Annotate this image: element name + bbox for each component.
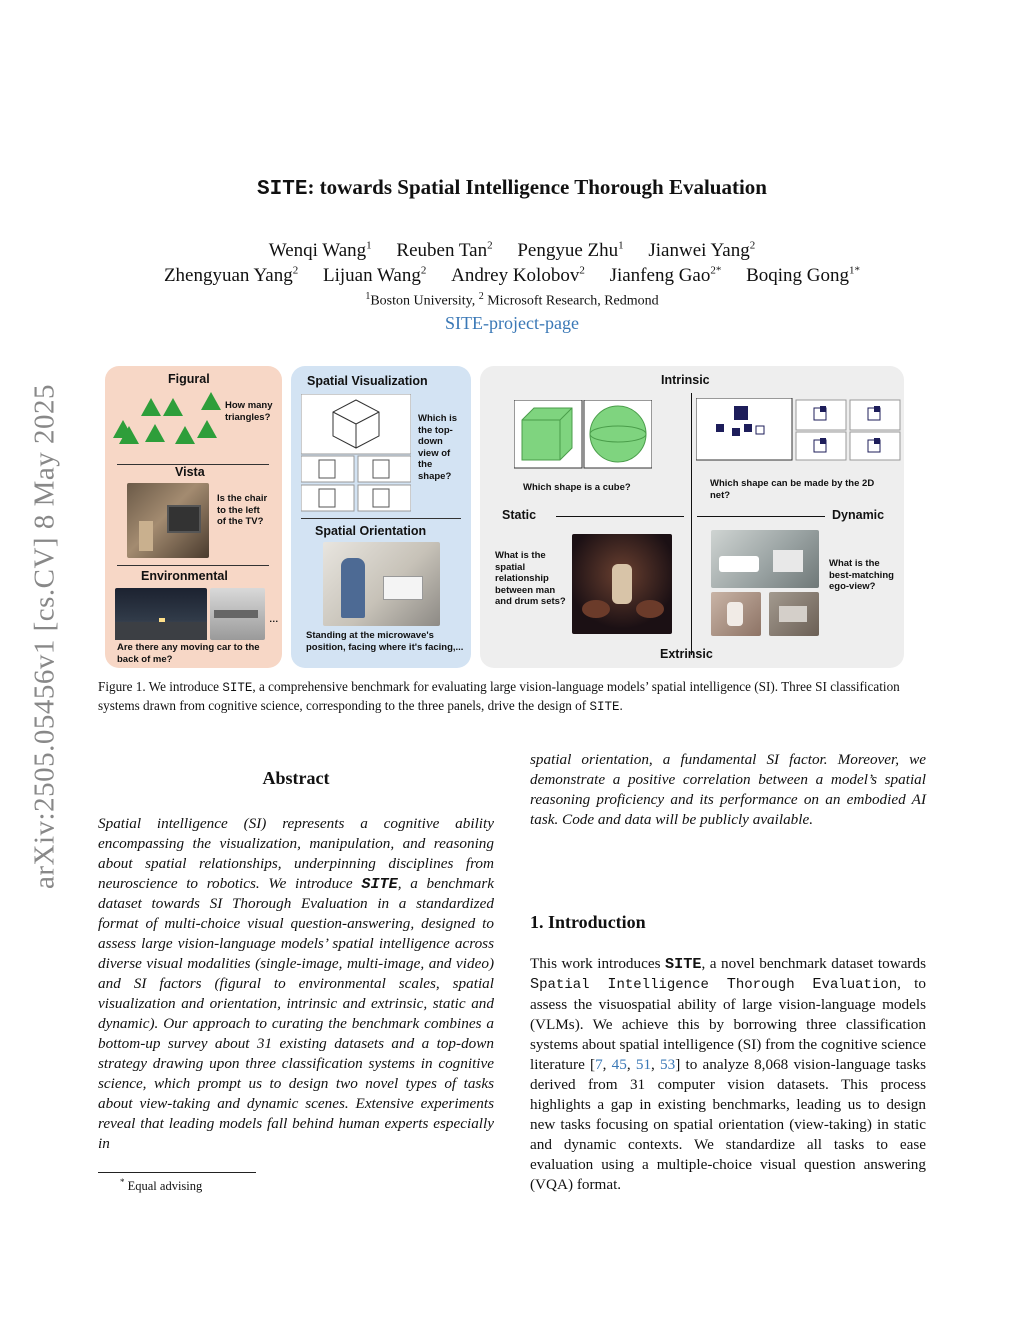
title-acronym: SITE [257, 178, 308, 201]
ego-view-option-1 [711, 592, 761, 636]
label-dynamic: Dynamic [832, 508, 885, 522]
label-figural: Figural [168, 372, 210, 386]
label-static: Static [502, 508, 537, 522]
citation-link[interactable]: 7 [595, 1056, 603, 1073]
author: Reuben Tan$^2$ [396, 240, 493, 262]
author: Pengyue Zhu$^1$ [517, 240, 624, 262]
author: Jianwei Yang$^2$ [648, 240, 756, 262]
ellipsis: … [269, 614, 279, 625]
horizontal-axis-left [556, 516, 684, 517]
author: Boqing Gong$^{1*}$ [746, 265, 861, 287]
label-spatial-orientation: Spatial Orientation [315, 524, 427, 538]
environmental-road-image [115, 588, 207, 640]
kitchen-image [323, 542, 440, 626]
abstract-heading: Abstract [262, 768, 330, 788]
author: Zhengyuan Yang$^2$ [163, 265, 299, 287]
figure-caption: Figure 1. We introduce SITE, a comprehensive benchmark for evaluating large vision-language models’ spatial intelligence (SI). Three SI classification systems drawn from cognitive science, corresponding to the three panels, drive the design of SITE. [98, 679, 900, 714]
drummer-image [572, 534, 672, 634]
project-page-link[interactable]: SITE-project-page [445, 313, 579, 333]
label-spatial-visualization: Spatial Visualization [307, 374, 428, 388]
environmental-question: Are there any moving car to the back of me? [117, 642, 260, 665]
author: Lijuan Wang$^2$ [322, 265, 427, 287]
label-environmental: Environmental [141, 569, 228, 583]
footnote: * Equal advising [120, 1177, 203, 1194]
triangles-image [111, 390, 229, 450]
authors-line-2 [0, 265, 1024, 287]
visualization-question: Which is the top-down view of the shape? [418, 413, 458, 482]
ego-view-option-2 [769, 592, 819, 636]
authors-line-1 [0, 240, 1024, 262]
intro-heading: 1. Introduction [530, 912, 646, 932]
label-extrinsic: Extrinsic [660, 647, 713, 661]
orientation-question: Standing at the microwave's position, facing where it's facing,... [306, 630, 464, 653]
spatial-question: What is the spatial relationship between man and drum sets? [495, 550, 566, 607]
abstract-continuation: spatial orientation, a fundamental SI factor. Moreover, we demonstrate a positive correlation between a model’s spatial reasoning proficiency and its performance on an embodied AI task. Code and data will be publicly available. [530, 751, 926, 828]
vista-room-image [127, 483, 209, 558]
divider [301, 518, 461, 519]
cube-question: Which shape is a cube? [523, 482, 631, 493]
divider [117, 565, 269, 566]
horizontal-axis-right [697, 516, 825, 517]
abstract-body: Spatial intelligence (SI) represents a cognitive ability encompassing the visualization, manipulation, and reasoning about spatial relationships, underpinning disciplines from neuroscience to robotics. We introduce SITE, a benchmark dataset towards SI Thorough Evaluation in a standardized format of multi-choice visual question-answering, designed to assess large vision-language models’ spatial intelligence across diverse visual modalities (single-image, multi-image, and video) and SI factors (figural to environmental scales, spatial visualization and orientation, intrinsic and extrinsic, static and dynamic). Our approach to curating the benchmark combines a bottom-up survey about 31 existing datasets and a top-down strategy drawing upon three classification systems in cognitive science, which prompt us to design two novel types of tasks about view-taking and dynamic scenes. Extensive experiments reveal that leading models fall behind human experts especially in [98, 815, 494, 1152]
3d-shape-drawing [301, 394, 411, 512]
footnote-rule [98, 1172, 256, 1173]
author: Wenqi Wang$^1$ [268, 240, 372, 262]
vertical-axis [691, 393, 692, 655]
citation-link[interactable]: 45 [611, 1056, 627, 1073]
ego-view-question: What is the best-matching ego-view? [829, 558, 894, 592]
label-vista: Vista [175, 465, 205, 479]
cube-sphere-image [514, 400, 652, 470]
ego-view-image-main [711, 530, 819, 588]
figure-panel-scales [105, 366, 282, 668]
intro-body: This work introduces SITE, a novel benchmark dataset towards Spatial Intelligence Thorough Evaluation, to assess the visuospatial ability of large vision-language models (VLMs). We achieve this by borrowing three classification systems about spatial intelligence (SI) from the cognitive science literature [7, 45, 51, 53] to analyze 8,068 vision-language tasks derived from 31 computer vision datasets. This process highlights a gap in existing benchmarks, leading us to design new tasks focusing on spatial orientation (view-taking) in static and dynamic contexts. We standardize all tasks to ease evaluation using a multiple-choice visual question answering (VQA) format. [530, 955, 927, 1193]
paper-title [0, 175, 1024, 201]
author: Jianfeng Gao$^{2*}$ [609, 265, 722, 287]
figural-question: How many triangles? [225, 400, 273, 423]
affiliations: $^1$Boston University, $^2$ Microsoft Research, Redmond [365, 291, 659, 309]
citation-link[interactable]: 51 [635, 1056, 652, 1073]
figure-panel-intrinsic-extrinsic [480, 366, 904, 668]
environmental-rear-image [210, 588, 265, 640]
author: Andrey Kolobov$^2$ [451, 265, 585, 287]
vista-question: Is the chair to the left of the TV? [217, 493, 268, 527]
title-rest: : towards Spatial Intelligence Thorough Evaluation [307, 175, 767, 199]
arxiv-stamp: arXiv:2505.05456v1 [cs.CV] 8 May 2025 [28, 384, 61, 890]
label-intrinsic: Intrinsic [661, 373, 710, 387]
figure-panel-visualization-orientation [291, 366, 471, 668]
citation-link[interactable]: 53 [660, 1056, 676, 1073]
net-question: Which shape can be made by the 2D net? [710, 478, 875, 501]
2d-net-image [696, 398, 904, 462]
